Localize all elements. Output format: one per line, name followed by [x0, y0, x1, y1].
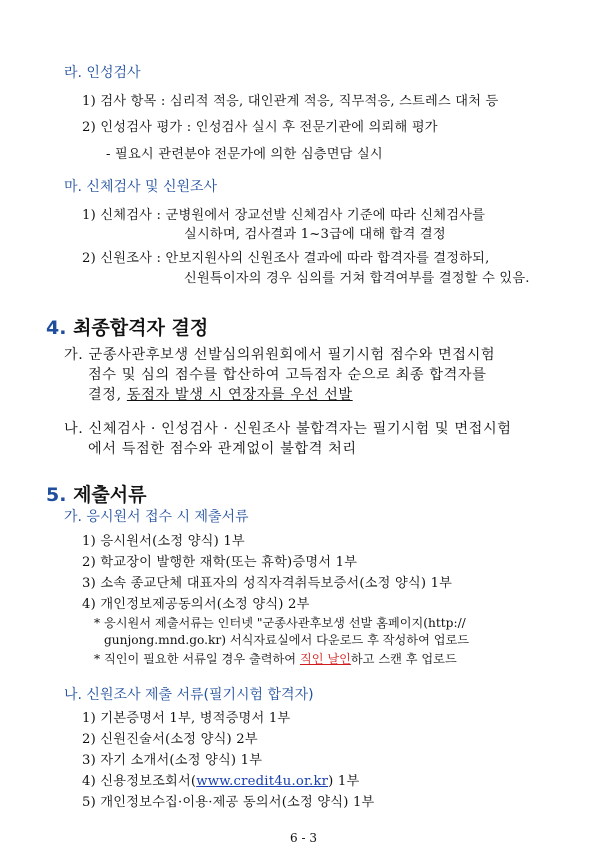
sec5-na-heading: 나. 신원조사 제출 서류(필기시험 합격자): [64, 687, 314, 703]
section-ra-heading: 라. 인성검사: [64, 65, 141, 81]
sec4-ga-line1: 가. 군종사관후보생 선발심의위원회에서 필기시험 점수와 면접시험: [64, 347, 496, 363]
sec5-na-item-5: 5) 개인정보수집·이용·제공 동의서(소정 양식) 1부: [82, 795, 375, 810]
section-ma-heading: 마. 신체검사 및 신원조사: [64, 179, 218, 195]
sec4-ga-line3-prefix: 결정,: [88, 387, 122, 403]
page-number: 6 - 3: [290, 831, 317, 845]
sec4-na-line1: 나. 신체검사 · 인성검사 · 신원조사 불합격자는 필기시험 및 면접시험: [64, 421, 512, 437]
sec5-note-1-line2: gunjong.mnd.go.kr) 서식자료실에서 다운로드 후 작성하여 업로드: [104, 633, 470, 647]
sec5-note-2-prefix: * 직인이 필요한 서류일 경우 출력하여: [94, 652, 300, 666]
ma-item-2-line2: 신원특이자의 경우 심의를 거쳐 합격여부를 결정할 수 있음.: [184, 271, 530, 286]
sec5-note-1-line1: * 응시원서 제출서류는 인터넷 "군종사관후보생 선발 홈페이지(http://: [94, 616, 466, 630]
ma-item-1-line2: 실시하며, 검사결과 1~3급에 대해 합격 결정: [184, 227, 446, 242]
sec5-ga-heading: 가. 응시원서 접수 시 제출서류: [64, 509, 249, 525]
sec5-ga-item-2: 2) 학교장이 발행한 재학(또는 휴학)증명서 1부: [82, 555, 358, 570]
sec4-ga-tiebreak-rule: 동점자 발생 시 연장자를 우선 선발: [126, 387, 353, 403]
section-4-title: 최종합격자 결정: [73, 317, 209, 339]
sec5-note-2-seal: 직인 날인: [299, 652, 351, 666]
section-5-heading: [46, 480, 147, 507]
credit-info-link[interactable]: www.credit4u.or.kr: [196, 774, 329, 789]
sec5-na-item-2: 2) 신원진술서(소정 양식) 2부: [82, 732, 258, 747]
ma-item-1-line1: 1) 신체검사 : 군병원에서 장교선발 신체검사 기준에 따라 신체검사를: [82, 208, 486, 223]
ra-item-2: 2) 인성검사 평가 : 인성검사 실시 후 전문기관에 의뢰해 평가: [82, 120, 438, 135]
section-5-title: 제출서류: [73, 484, 147, 506]
section-4-heading: [46, 313, 208, 340]
section-5-number: 5.: [46, 484, 67, 506]
sec5-na-item-4-suffix: ) 1부: [328, 774, 360, 789]
ra-item-2-sub: - 필요시 관련분야 전문가에 의한 심층면담 실시: [106, 147, 383, 162]
sec5-na-item-1: 1) 기본증명서 1부, 병적증명서 1부: [82, 711, 291, 726]
sec5-note-2-suffix: 하고 스캔 후 업로드: [350, 652, 457, 666]
sec5-ga-item-4: 4) 개인정보제공동의서(소정 양식) 2부: [82, 597, 310, 612]
ra-item-1: 1) 검사 항목 : 심리적 적응, 대인관계 적응, 직무적응, 스트레스 대처 등: [82, 94, 499, 109]
sec4-na-line2: 에서 득점한 점수와 관계없이 불합격 처리: [88, 441, 357, 457]
section-4-number: 4.: [46, 317, 67, 339]
sec4-ga-line2: 점수 및 심의 점수를 합산하여 고득점자 순으로 최종 합격자를: [88, 367, 487, 383]
sec4-ga-line3: [88, 384, 353, 404]
sec5-na-item-4: [82, 770, 359, 789]
sec5-note-2: [94, 650, 457, 667]
sec5-ga-item-1: 1) 응시원서(소정 양식) 1부: [82, 534, 245, 549]
sec5-ga-item-3: 3) 소속 종교단체 대표자의 성직자격취득보증서(소정 양식) 1부: [82, 576, 453, 591]
sec5-na-item-4-prefix: 4) 신용정보조회서(: [82, 774, 197, 789]
sec5-na-item-3: 3) 자기 소개서(소정 양식) 1부: [82, 753, 263, 768]
ma-item-2-line1: 2) 신원조사 : 안보지원사의 신원조사 결과에 따라 합격자를 결정하되,: [82, 251, 490, 266]
